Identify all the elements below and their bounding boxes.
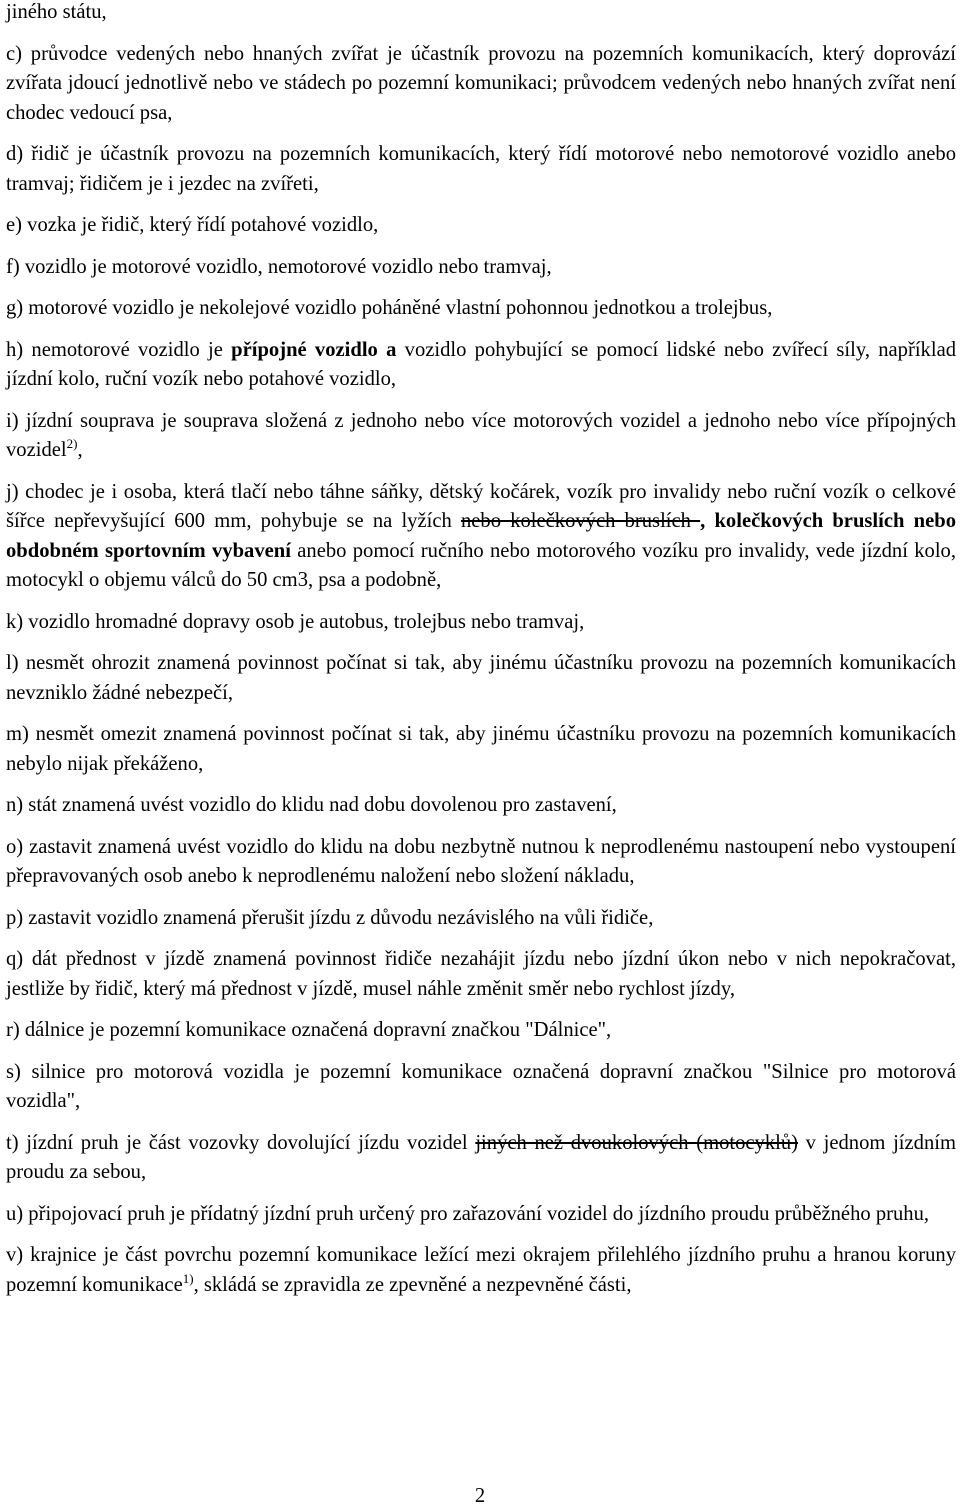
- paragraph-p: p) zastavit vozidlo znamená přerušit jízdu z důvodu nezávislého na vůli řidiče,: [6, 906, 654, 929]
- paragraph-d: d) řidič je účastník provozu na pozemních komunikacích, který řídí motorové nebo nemotorové vozidlo anebo tramvaj; řidičem je i jezdec na zvířeti,: [6, 143, 956, 195]
- paragraph-b-continuation: jiného státu,: [6, 1, 107, 23]
- paragraph-f: f) vozidlo je motorové vozidlo, nemotorové vozidlo nebo tramvaj,: [6, 255, 552, 278]
- paragraph-l: l) nesmět ohrozit znamená povinnost počínat si tak, aby jinému účastníku provozu na pozemních komunikacích nevzniklo žádné nebezpečí,: [6, 652, 956, 704]
- paragraph-i: [6, 407, 956, 466]
- paragraph-c: c) průvodce vedených nebo hnaných zvířat je účastník provozu na pozemních komunikacích, který doprovází zvířata jdoucí jednotlivě nebo ve stádech po pozemní komunikaci; průvodcem vedených nebo hnaných zvířat není chodec vedoucí psa,: [6, 42, 956, 124]
- paragraph-v-text: v) krajnice je část povrchu pozemní komunikace ležící mezi okrajem přilehlého jízdního pruhu a hranou koruny pozemní komunikace: [6, 1244, 956, 1296]
- paragraph-o: o) zastavit znamená uvést vozidlo do klidu na dobu nezbytně nutnou k neprodlenému nastoupení nebo vystoupení přepravovaných osob anebo k neprodlenému naložení nebo složení nákladu,: [6, 835, 956, 887]
- paragraph-q: q) dát přednost v jízdě znamená povinnost řidiče nezahájit jízdu nebo jízdní úkon nebo v nich nepokračovat, jestliže by řidič, který má přednost v jízdě, musel náhle změnit směr nebo rychlost jízdy,: [6, 948, 956, 1000]
- paragraph-j-struck-text: nebo kolečkových bruslích: [460, 510, 701, 532]
- paragraph-n: n) stát znamená uvést vozidlo do klidu nad dobu dovolenou pro zastavení,: [6, 794, 617, 816]
- paragraph-u: u) připojovací pruh je přídatný jízdní pruh určený pro zařazování vozidel do jízdního proudu průběžného pruhu,: [6, 1202, 930, 1225]
- paragraph-j-text: j) chodec je i osoba, která tlačí nebo táhne sáňky, dětský kočárek, vozík pro invalidy nebo ruční vozík o celkové šířce nepřevyšující 600 mm, pohybuje se na lyžích: [6, 480, 956, 532]
- paragraph-v-text-end: , skládá se zpravidla ze zpevněné a nezpevněné části,: [193, 1273, 632, 1296]
- paragraph-j-text-end: anebo pomocí ručního nebo motorového vozíku pro invalidy, vede jízdní kolo, motocykl o objemu válců do 50 cm3, psa a podobně,: [6, 539, 956, 591]
- paragraph-t-text: t) jízdní pruh je část vozovky dovolující jízdu vozidel: [6, 1131, 476, 1154]
- paragraph-t-struck-text: jiných než dvoukolových (motocyklů): [475, 1131, 799, 1154]
- paragraph-m: m) nesmět omezit znamená povinnost počínat si tak, aby jinému účastníku provozu na pozemních komunikacích nebylo nijak překáženo,: [6, 723, 956, 775]
- paragraph-h: [6, 336, 956, 395]
- paragraph-h-bold-amendment: přípojné vozidlo a: [231, 338, 397, 361]
- paragraph-t: [6, 1129, 956, 1188]
- paragraph-i-text-end: ,: [77, 439, 83, 461]
- paragraph-k: k) vozidlo hromadné dopravy osob je autobus, trolejbus nebo tramvaj,: [6, 610, 585, 633]
- paragraph-t-text-end: v jednom jízdním proudu za sebou,: [6, 1131, 956, 1183]
- paragraph-e: e) vozka je řidič, který řídí potahové vozidlo,: [6, 214, 379, 236]
- paragraph-g: g) motorové vozidlo je nekolejové vozidlo poháněné vlastní pohonnou jednotkou a trolejbus,: [6, 297, 773, 319]
- page-number: 2: [474, 1485, 486, 1507]
- paragraph-h-text: h) nemotorové vozidlo je: [6, 338, 232, 361]
- paragraph-j-bold-amendment: , kolečkových bruslích nebo obdobném sportovním vybavení: [6, 510, 956, 562]
- paragraph-s: s) silnice pro motorová vozidla je pozemní komunikace označená dopravní značkou "Silnice pro motorová vozidla",: [6, 1060, 956, 1112]
- paragraph-v: [6, 1241, 956, 1300]
- paragraph-r: r) dálnice je pozemní komunikace označená dopravní značkou "Dálnice",: [6, 1019, 612, 1041]
- document-page: [6, 0, 956, 1312]
- footnote-ref-1: 1): [182, 1270, 194, 1286]
- footnote-ref-2: 2): [66, 436, 78, 452]
- paragraph-i-text: i) jízdní souprava je souprava složená z jednoho nebo více motorových vozidel a jednoho nebo více přípojných vozidel: [6, 409, 956, 461]
- paragraph-j: [6, 478, 956, 596]
- paragraph-h-text-end: vozidlo pohybující se pomocí lidské nebo zvířecí síly, například jízdní kolo, ruční vozík nebo potahové vozidlo,: [6, 338, 957, 390]
